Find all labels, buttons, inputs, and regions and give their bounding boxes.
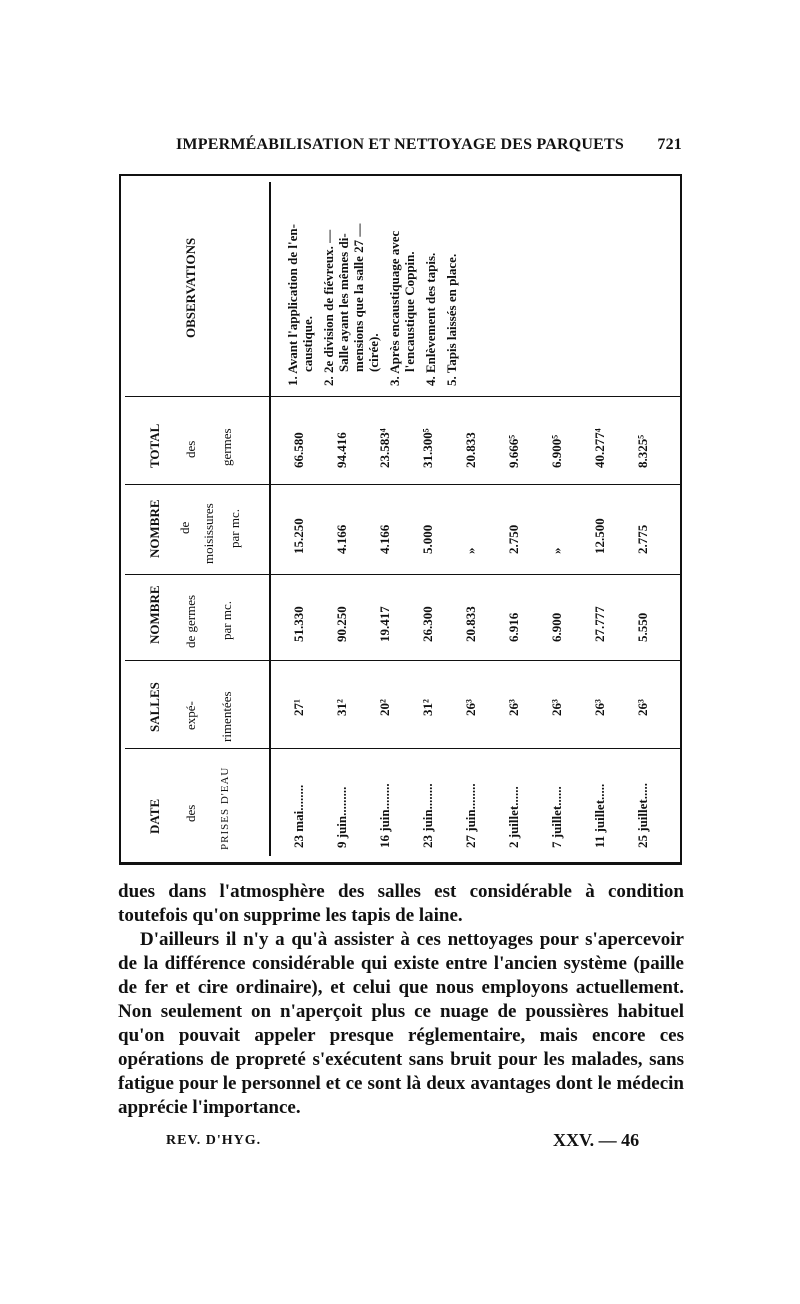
observation-line: mensions que la salle 27 —: [351, 223, 366, 372]
page-number: 721: [657, 136, 682, 153]
table-cell-date: 25 juillet.....: [635, 783, 650, 848]
table-cell-germes: 90.250: [334, 606, 349, 642]
table-cell-salle: 31²: [420, 699, 435, 716]
header-moisissures-sub1: de: [177, 521, 192, 534]
table-cell-total: 31.300⁵: [420, 428, 435, 468]
table-cell-germes: 20.833: [463, 606, 478, 642]
table-cell-total: 40.277⁴: [592, 428, 607, 468]
table-cell-germes: 5.550: [635, 612, 650, 642]
table-cell-total: 23.583⁴: [377, 428, 392, 468]
volume-signature: XXV. — 46: [553, 1130, 640, 1150]
rotated-table-content: [119, 174, 682, 864]
table-cell-salle: 26³: [635, 699, 650, 716]
table-cell-salle: 20²: [377, 699, 392, 716]
header-moisissures-sub2: moisissures: [201, 503, 216, 564]
observation-line: 3. Après encaustiquage avec: [387, 230, 402, 386]
table-cell-moisissures: 4.166: [334, 524, 349, 554]
header-salles: SALLES: [147, 682, 162, 732]
table-cell-germes: 27.777: [592, 606, 607, 642]
table-cell-salle: 26³: [549, 699, 564, 716]
header-date-sub1: des: [183, 804, 198, 822]
table-cell-date: 2 juillet......: [506, 786, 521, 848]
observation-line: 1. Avant l'application de l'en-: [285, 224, 300, 386]
header-moisissures: NOMBRE: [147, 499, 162, 558]
table-cell-total: 8.325⁵: [635, 434, 650, 468]
table-cell-date: 7 juillet......: [549, 786, 564, 848]
header-moisissures-sub3: par mc.: [227, 509, 242, 548]
table-cell-total: 20.833: [463, 432, 478, 468]
table-cell-germes: 19.417: [377, 606, 392, 642]
table-cell-date: 27 juin........: [463, 783, 478, 848]
data-table: [119, 174, 682, 864]
journal-abbrev: REV. D'HYG.: [166, 1133, 262, 1148]
table-cell-moisissures: 12.500: [592, 518, 607, 554]
paragraph-1: dues dans l'atmosphère des salles est considérable à condition toutefois qu'on supprime les tapis de laine.: [118, 881, 684, 926]
header-total-sub2: germes: [219, 428, 234, 466]
header-salles-sub2: rimentées: [219, 691, 234, 742]
observation-line: 2. 2e division de fiévreux. —: [321, 229, 336, 386]
table-cell-date: 16 juin........: [377, 783, 392, 848]
table-cell-date: 23 juin........: [420, 783, 435, 848]
observation-line: Salle ayant les mêmes di-: [336, 233, 351, 372]
header-date: DATE: [147, 798, 162, 834]
body-text: [118, 880, 684, 1120]
table-cell-germes: 51.330: [291, 606, 306, 642]
paragraph-2: D'ailleurs il n'y a qu'à assister à ces nettoyages pour s'apercevoir de la différence considérable qui existe entre l'ancien système (paille de fer et cire ordinaire), et celui que nous employons actuellement. Non seulement on n'aperçoit plus ce nuage de poussières habituel qu'on pouvait appeler presque réglementaire, mais encore ces opérations de propreté s'exécutent sans bruit pour les malades, sans fatigue pour le personnel et ce sont là deux avantages dont le médecin apprécie l'importance.: [118, 929, 684, 1118]
observation-line: (cirée).: [366, 333, 381, 372]
running-title: IMPERMÉABILISATION ET NETTOYAGE DES PARQUETS: [176, 136, 625, 153]
table-cell-total: 6.900⁵: [549, 434, 564, 468]
table-cell-moisissures: »: [463, 547, 478, 554]
table-cell-salle: 26³: [463, 699, 478, 716]
table-cell-moisissures: »: [549, 547, 564, 554]
table-cell-date: 23 mai........: [291, 784, 306, 848]
header-total-sub1: des: [183, 440, 198, 458]
table-cell-germes: 6.916: [506, 612, 521, 642]
header-date-sub2: PRISES D'EAU: [219, 766, 231, 850]
table-cell-total: 94.416: [334, 432, 349, 468]
table-cell-total: 9.666⁵: [506, 434, 521, 468]
table-cell-moisissures: 15.250: [291, 518, 306, 554]
observation-line: caustique.: [300, 316, 315, 372]
table-cell-salle: 26³: [592, 699, 607, 716]
observation-line: l'encaustique Coppin.: [402, 251, 417, 372]
table-cell-moisissures: 2.750: [506, 524, 521, 554]
observation-line: 5. Tapis laissés en place.: [444, 253, 459, 386]
header-germes-sub1: de germes: [183, 594, 198, 648]
table-cell-salle: 31²: [334, 699, 349, 716]
table-cell-moisissures: 4.166: [377, 524, 392, 554]
table-cell-date: 9 juin.........: [334, 786, 349, 848]
table-cell-moisissures: 5.000: [420, 524, 435, 554]
running-head: [176, 136, 682, 154]
table-cell-date: 11 juillet.....: [592, 783, 607, 848]
table-cell-germes: 26.300: [420, 606, 435, 642]
header-germes-sub2: par mc.: [219, 601, 234, 640]
table-cell-germes: 6.900: [549, 612, 564, 642]
table-cell-salle: 27¹: [291, 699, 306, 716]
table-cell-salle: 26³: [506, 699, 521, 716]
header-germes: NOMBRE: [147, 585, 162, 644]
table-cell-moisissures: 2.775: [635, 524, 650, 554]
header-salles-sub1: expé-: [183, 701, 198, 730]
observation-line: 4. Enlèvement des tapis.: [423, 252, 438, 386]
header-observations: OBSERVATIONS: [183, 237, 198, 338]
header-total: TOTAL: [147, 423, 162, 468]
table-cell-total: 66.580: [291, 432, 306, 468]
